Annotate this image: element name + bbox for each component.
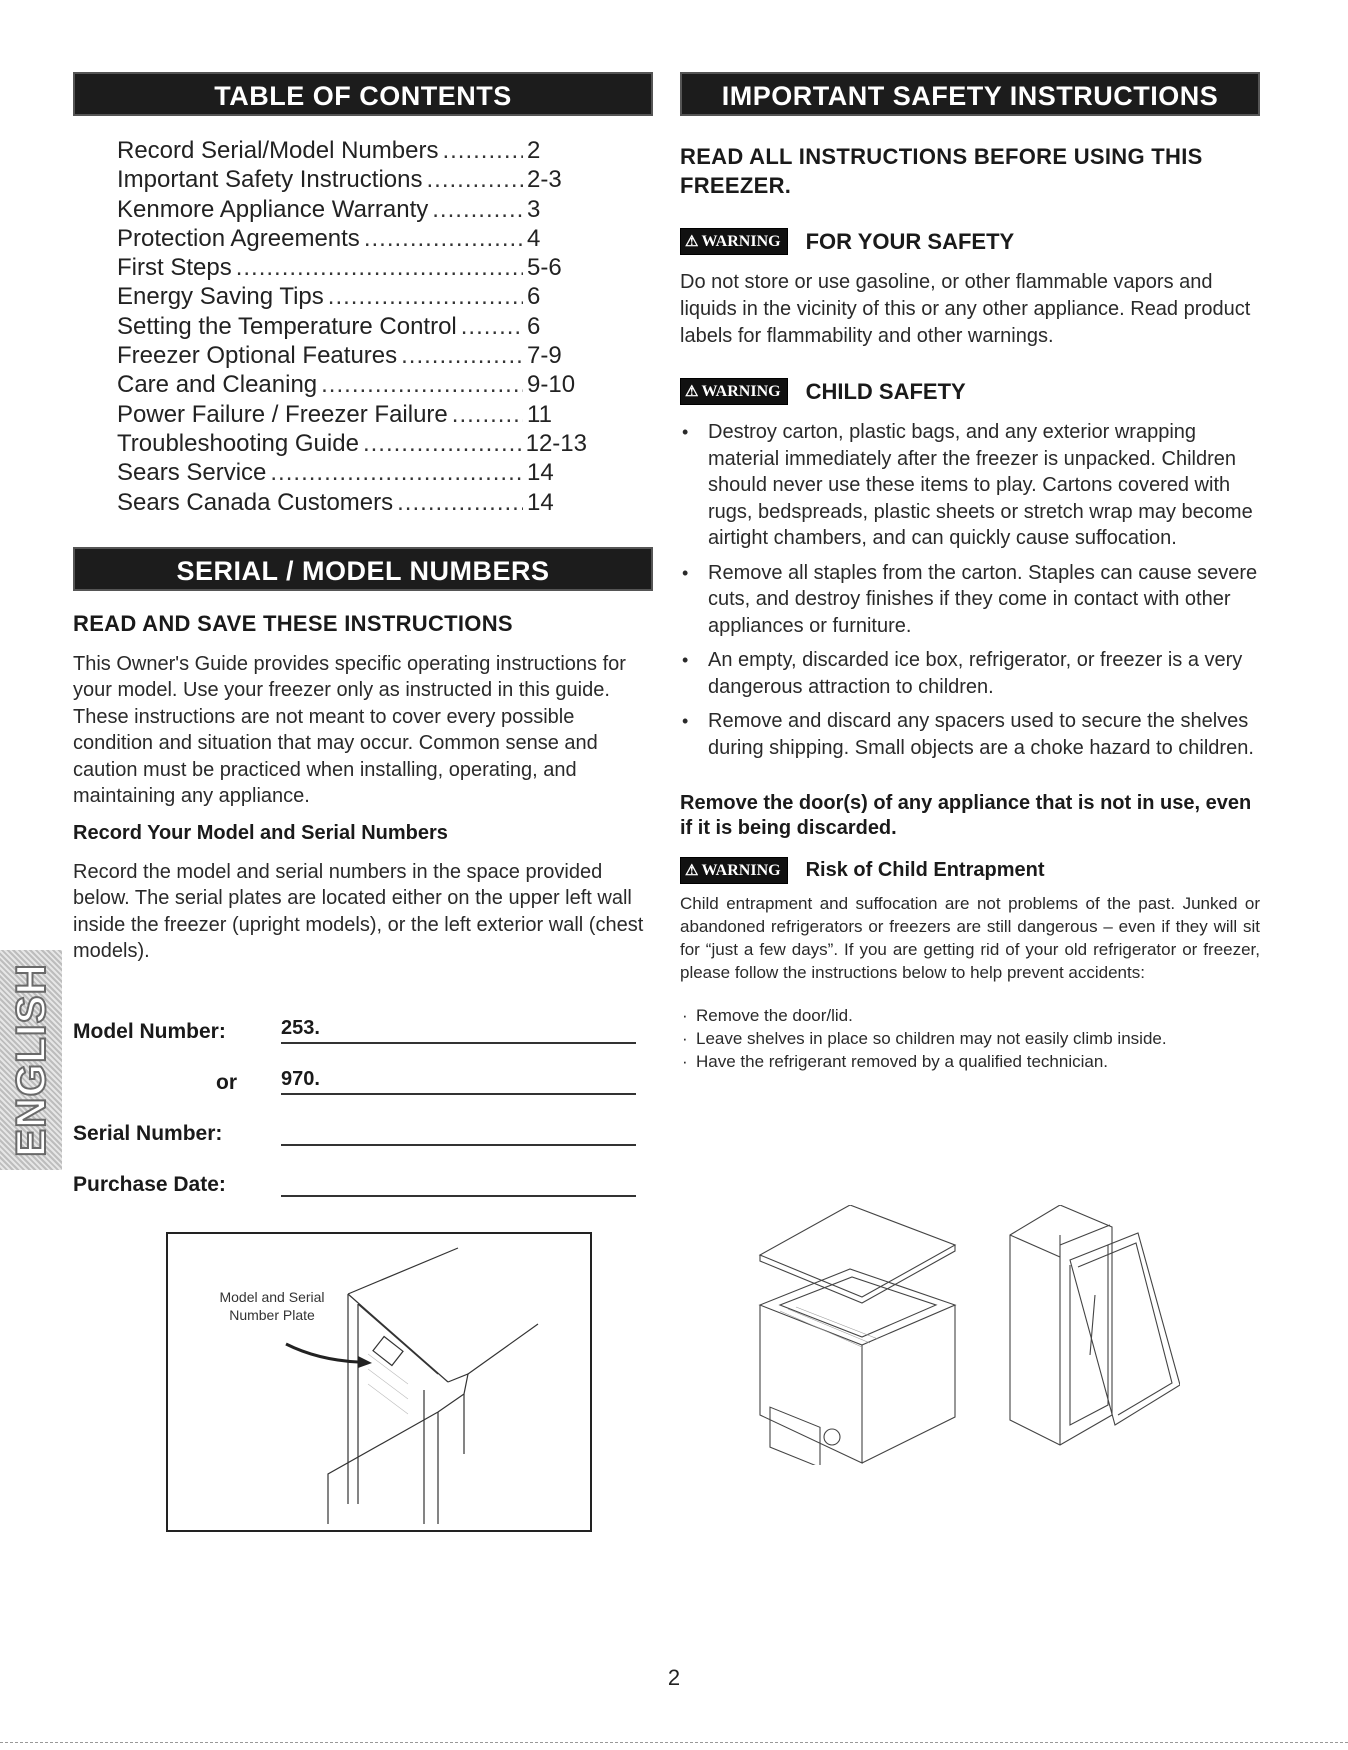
or-label: or <box>216 1070 237 1094</box>
purchase-date-label: Purchase Date: <box>73 1172 226 1196</box>
freezer-corner-illustration <box>168 1234 590 1530</box>
list-item: · Remove the door/lid. <box>680 1004 1260 1027</box>
your-safety-body: Do not store or use gasoline, or other flammable vapors and liquids in the vicinity of this or any other appliance. Read product labels for flammability and other warnings. <box>680 271 1251 347</box>
list-item: • Remove and discard any spacers used to secure the shelves during shipping. Small objects are a choke hazard to children. <box>680 708 1260 761</box>
entrapment-title: Risk of Child Entrapment <box>805 859 1045 881</box>
warning-badge: ⚠ WARNING <box>680 378 788 405</box>
toc-item[interactable]: Care and Cleaning ..... 9-10 <box>117 370 587 399</box>
warning-triangle-icon: ⚠ <box>685 234 699 250</box>
toc-item[interactable]: Troubleshooting Guide ..... 12-13 <box>117 429 587 458</box>
list-item: • Destroy carton, plastic bags, and any exterior wrapping material immediately after the freezer is unpacked. Children should never use these items to play. Cartons covered with rugs, bedspreads, plastic sheets or stretch wrap may become airtight chambers, and can quickly cause suffocation. <box>680 419 1260 552</box>
warning-badge: ⚠ WARNING <box>680 228 788 255</box>
list-item: · Have the refrigerant removed by a qualified technician. <box>680 1050 1260 1073</box>
child-safety-title: CHILD SAFETY <box>805 378 966 404</box>
model-number-alt-row <box>73 1044 653 1095</box>
entrapment-header <box>680 857 1260 884</box>
toc-item[interactable]: Sears Service ..... 14 <box>117 458 587 487</box>
table-of-contents <box>73 136 653 517</box>
language-tab <box>0 950 62 1170</box>
record-heading: Record Your Model and Serial Numbers <box>73 821 448 844</box>
serial-plate-figure <box>166 1232 592 1532</box>
record-body: Record the model and serial numbers in the space provided below. The serial plates are located either on the upper left wall inside the freezer (upright models), or the left exterior wall (chest models). <box>73 860 644 963</box>
right-column <box>680 72 1260 1073</box>
child-safety-list <box>680 419 1260 761</box>
serial-number-row <box>73 1095 653 1146</box>
record-fields <box>73 993 653 1197</box>
toc-item[interactable]: Record Serial/Model Numbers ..... 2 <box>117 136 587 165</box>
serial-number-field[interactable] <box>281 1116 636 1146</box>
door-removed-figure <box>740 1205 1180 1465</box>
page-number: 2 <box>667 1665 681 1690</box>
toc-item[interactable]: Freezer Optional Features ..... 7-9 <box>117 341 587 370</box>
freezer-illustration <box>740 1205 1180 1465</box>
read-save-body: This Owner's Guide provides specific operating instructions for your model. Use your freezer only as instructed in this guide. These instructions are not meant to cover every possible condition and situation that may occur. Common sense and caution must be practiced when installing, operating, and maintaining any appliance. <box>73 652 626 808</box>
toc-item[interactable]: Important Safety Instructions ..... 2-3 <box>117 165 587 194</box>
list-item: • An empty, discarded ice box, refrigerator, or freezer is a very dangerous attraction to children. <box>680 647 1260 700</box>
toc-item[interactable]: Energy Saving Tips ..... 6 <box>117 282 587 311</box>
model-number-field-2[interactable]: 970. <box>281 1065 636 1095</box>
figure-label: Model and Serial Number Plate <box>219 1289 325 1323</box>
left-column <box>73 72 653 1197</box>
entrapment-steps <box>680 1004 1260 1073</box>
model-number-row <box>73 993 653 1044</box>
serial-model-title: SERIAL / MODEL NUMBERS <box>73 547 653 591</box>
toc-item[interactable]: Kenmore Appliance Warranty ..... 3 <box>117 195 587 224</box>
your-safety-header <box>680 228 1260 255</box>
toc-item[interactable]: First Steps ..... 5-6 <box>117 253 587 282</box>
child-safety-header <box>680 378 1260 405</box>
toc-title: TABLE OF CONTENTS <box>73 72 653 116</box>
toc-item[interactable]: Sears Canada Customers ..... 14 <box>117 488 587 517</box>
list-item: • Remove all staples from the carton. Staples can cause severe cuts, and destroy finishes if they come in contact with other appliances or furniture. <box>680 560 1260 640</box>
remove-door-note: Remove the door(s) of any appliance that is not in use, even if it is being discarded. <box>680 792 1252 839</box>
toc-item[interactable]: Protection Agreements ..... 4 <box>117 224 587 253</box>
warning-triangle-icon: ⚠ <box>685 384 699 400</box>
read-all-heading: READ ALL INSTRUCTIONS BEFORE USING THIS FREEZER. <box>680 144 1203 198</box>
serial-number-label: Serial Number: <box>73 1121 223 1145</box>
language-tab-label: ENGLISH <box>7 963 54 1157</box>
read-save-heading: READ AND SAVE THESE INSTRUCTIONS <box>73 610 513 636</box>
purchase-date-field[interactable] <box>281 1167 636 1197</box>
toc-item[interactable]: Setting the Temperature Control ..... 6 <box>117 312 587 341</box>
bottom-rule <box>0 1742 1348 1743</box>
toc-item[interactable]: Power Failure / Freezer Failure ..... 11 <box>117 400 587 429</box>
warning-triangle-icon: ⚠ <box>685 863 699 879</box>
list-item: · Leave shelves in place so children may not easily climb inside. <box>680 1027 1260 1050</box>
warning-badge: ⚠ WARNING <box>680 857 788 884</box>
entrapment-body: Child entrapment and suffocation are not problems of the past. Junked or abandoned refrigerators or freezers are still dangerous – even if they will sit for “just a few days”. If you are getting rid of your old refrigerator or freezer, please follow the instructions below to help prevent accidents: <box>680 894 1260 982</box>
model-number-field-1[interactable]: 253. <box>281 1014 636 1044</box>
safety-title: IMPORTANT SAFETY INSTRUCTIONS <box>680 72 1260 116</box>
your-safety-title: FOR YOUR SAFETY <box>805 228 1015 254</box>
purchase-date-row <box>73 1146 653 1197</box>
model-number-label: Model Number: <box>73 1019 226 1043</box>
